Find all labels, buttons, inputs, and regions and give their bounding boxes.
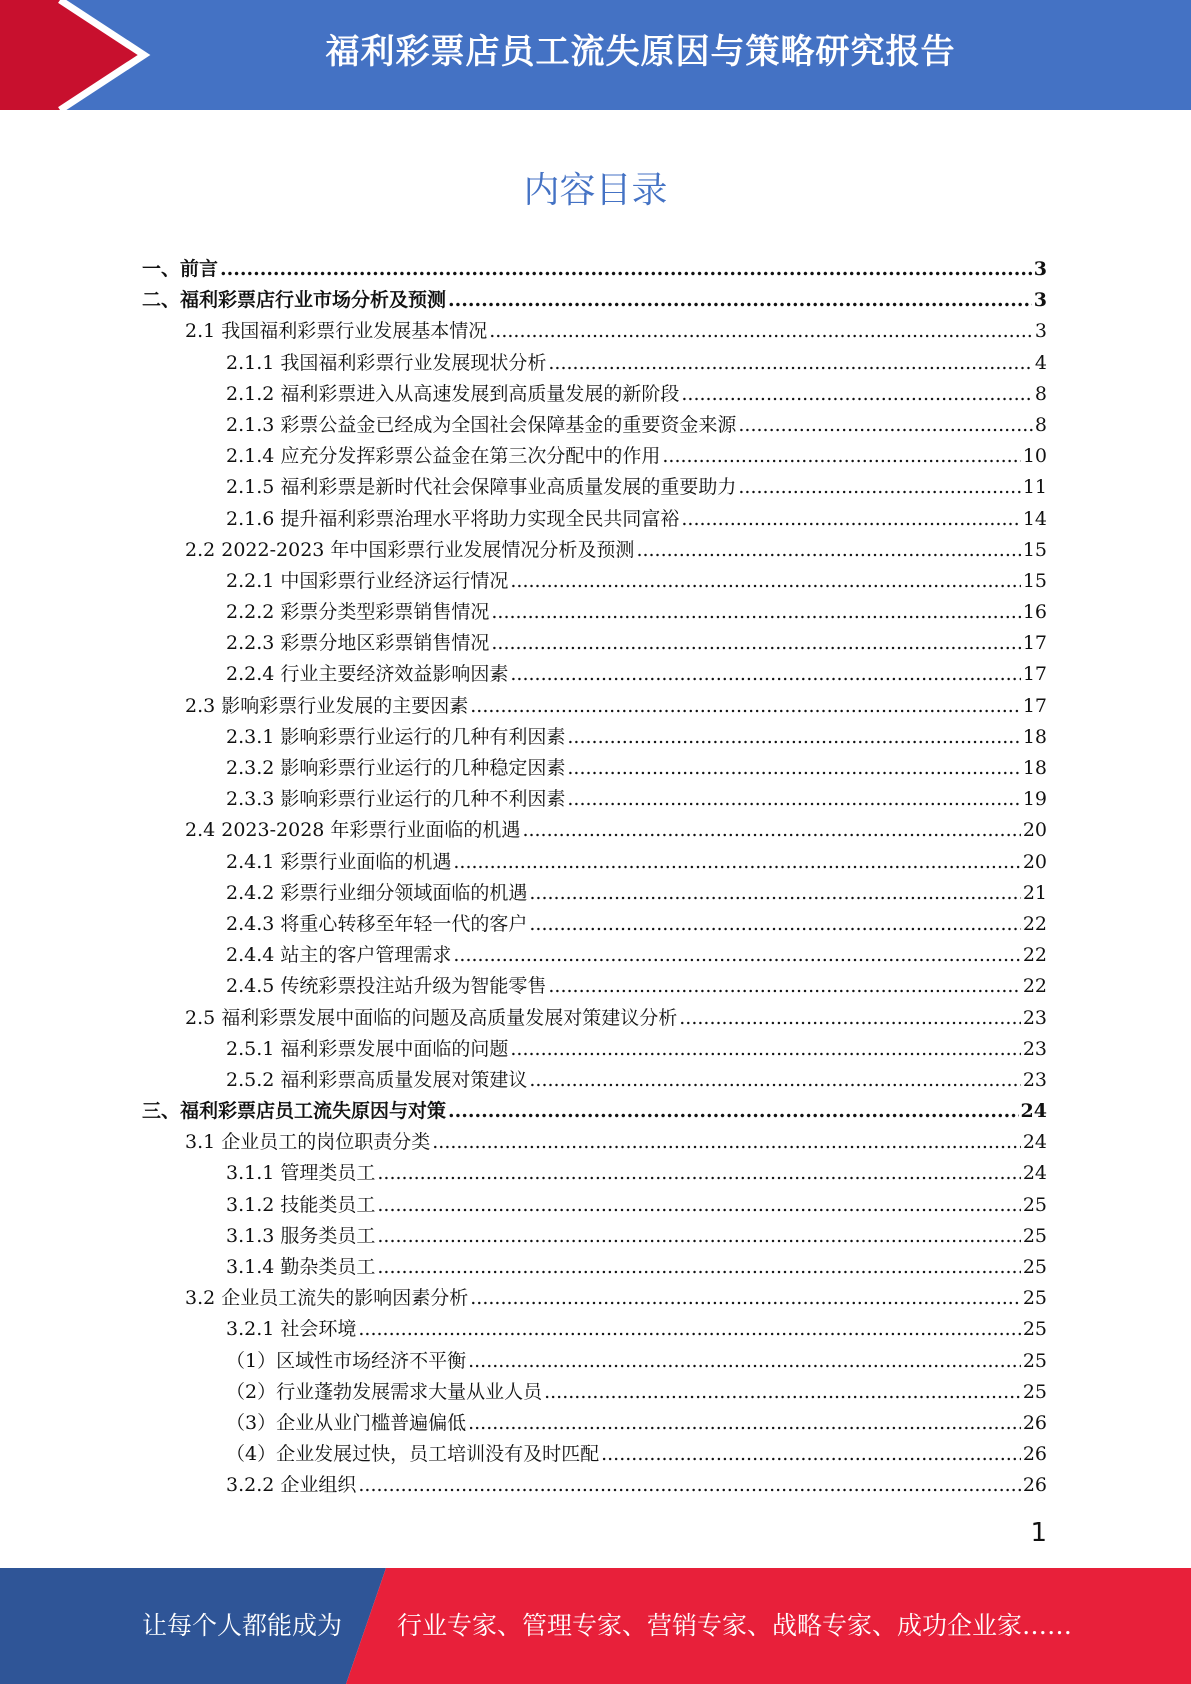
toc-entry-page: 22 — [1022, 975, 1047, 998]
toc-entry[interactable] — [142, 940, 1047, 971]
toc-entry-page: 20 — [1022, 819, 1047, 842]
toc-entry-title: 2.3.3 影响彩票行业运行的几种不利因素 — [226, 788, 566, 811]
toc-dot-leader — [470, 691, 1021, 722]
toc-entry-page: 14 — [1022, 507, 1047, 530]
toc-dot-leader — [377, 1252, 1020, 1283]
toc-entry[interactable] — [142, 628, 1047, 659]
toc-entry[interactable] — [142, 504, 1047, 535]
toc-entry-title: 2.5.1 福利彩票发展中面临的问题 — [226, 1037, 509, 1060]
toc-entry-page: 25 — [1022, 1256, 1047, 1278]
toc-entry-title: 2.4.1 彩票行业面临的机遇 — [226, 850, 452, 873]
toc-entry-title: 3.2 企业员工流失的影响因素分析 — [185, 1287, 469, 1310]
toc-dot-leader — [529, 1065, 1020, 1096]
footer-band — [0, 1568, 1191, 1684]
toc-entry[interactable] — [142, 847, 1047, 878]
toc-entry[interactable] — [142, 1221, 1047, 1252]
toc-entry[interactable] — [142, 753, 1047, 784]
toc-dot-leader — [681, 379, 1033, 410]
toc-entry-page: 26 — [1022, 1411, 1047, 1434]
toc-entry-page: 26 — [1022, 1474, 1047, 1497]
toc-entry-title: 三、福利彩票店员工流失原因与对策 — [142, 1100, 447, 1123]
toc-entry-title: （2）行业蓬勃发展需求大量从业人员 — [226, 1380, 543, 1403]
toc-entry-title: 2.4.4 站主的客户管理需求 — [226, 944, 452, 967]
toc-entry[interactable] — [142, 722, 1047, 753]
toc-entry[interactable] — [142, 878, 1047, 909]
toc-entry-page: 23 — [1022, 1006, 1047, 1029]
toc-entry[interactable] — [142, 1127, 1047, 1158]
toc-heading: 内容目录 — [523, 170, 668, 211]
toc-entry-page: 15 — [1022, 569, 1047, 592]
toc-entry-page: 3 — [1033, 289, 1047, 312]
toc-entry-page: 19 — [1022, 788, 1047, 811]
toc-entry[interactable] — [142, 815, 1047, 846]
toc-entry-page: 3 — [1033, 258, 1047, 280]
toc-entry-title: 3.1 企业员工的岗位职责分类 — [185, 1131, 431, 1154]
toc-entry[interactable] — [142, 784, 1047, 815]
toc-entry-title: 3.2.1 社会环境 — [226, 1318, 357, 1341]
toc-entry[interactable] — [142, 971, 1047, 1002]
toc-dot-leader — [377, 1190, 1020, 1221]
toc-entry-title: （3）企业从业门槛普遍偏低 — [226, 1411, 467, 1434]
toc-dot-leader — [567, 722, 1020, 753]
toc-entry-title: （4）企业发展过快，员工培训没有及时匹配 — [226, 1443, 600, 1466]
toc-dot-leader — [491, 628, 1020, 659]
toc-entry-page: 4 — [1034, 351, 1047, 374]
toc-dot-leader — [529, 878, 1020, 909]
table-of-contents — [142, 254, 1047, 1502]
toc-dot-leader — [489, 316, 1033, 347]
toc-entry-title: 2.1.3 彩票公益金已经成为全国社会保障基金的重要资金来源 — [226, 413, 737, 436]
toc-dot-leader — [738, 410, 1033, 441]
toc-dot-leader — [358, 1314, 1020, 1345]
toc-entry-title: 二、福利彩票店行业市场分析及预测 — [142, 289, 447, 312]
toc-entry[interactable] — [142, 441, 1047, 472]
toc-entry[interactable] — [142, 410, 1047, 441]
toc-entry[interactable] — [142, 1314, 1047, 1345]
toc-entry[interactable] — [142, 909, 1047, 940]
toc-entry-title: 3.1.1 管理类员工 — [226, 1162, 376, 1185]
toc-dot-leader — [510, 1034, 1020, 1065]
toc-entry-page: 24 — [1022, 1131, 1047, 1154]
toc-entry-title: 2.1.2 福利彩票进入从高速发展到高质量发展的新阶段 — [226, 382, 680, 405]
toc-dot-leader — [662, 441, 1020, 472]
toc-dot-leader — [377, 1221, 1020, 1252]
toc-entry-page: 11 — [1022, 476, 1047, 499]
toc-entry-title: 2.5.2 福利彩票高质量发展对策建议 — [226, 1068, 528, 1091]
toc-entry-page: 17 — [1022, 694, 1047, 717]
toc-entry[interactable] — [142, 1377, 1047, 1408]
toc-entry[interactable] — [142, 1252, 1047, 1283]
toc-entry-title: 2.4.3 将重心转移至年轻一代的客户 — [226, 912, 528, 935]
toc-entry-title: 2.3.2 影响彩票行业运行的几种稳定因素 — [226, 757, 566, 779]
toc-entry-page: 20 — [1022, 850, 1047, 873]
toc-entry-title: 2.1.5 福利彩票是新时代社会保障事业高质量发展的重要助力 — [226, 476, 737, 499]
toc-entry-page: 25 — [1022, 1193, 1047, 1216]
toc-entry[interactable] — [142, 379, 1047, 410]
toc-entry-title: 2.4.2 彩票行业细分领域面临的机遇 — [226, 881, 528, 904]
toc-dot-leader — [432, 1127, 1021, 1158]
toc-entry-page: 25 — [1022, 1380, 1047, 1403]
toc-entry-title: 2.4.5 传统彩票投注站升级为智能零售 — [226, 975, 547, 998]
toc-dot-leader — [220, 254, 1032, 285]
toc-entry[interactable] — [142, 597, 1047, 628]
toc-dot-leader — [529, 909, 1020, 940]
footer-slogan-left: 让每个人都能成为 — [142, 1611, 343, 1640]
toc-dot-leader — [470, 1283, 1021, 1314]
toc-entry-title: 2.1.1 我国福利彩票行业发展现状分析 — [226, 351, 547, 374]
toc-dot-leader — [468, 1346, 1021, 1377]
toc-entry-page: 26 — [1022, 1443, 1047, 1466]
toc-entry[interactable] — [142, 1158, 1047, 1189]
toc-entry-page: 24 — [1022, 1162, 1047, 1185]
toc-entry-page: 17 — [1022, 632, 1047, 655]
toc-entry[interactable] — [142, 1283, 1047, 1314]
toc-dot-leader — [510, 659, 1020, 690]
toc-entry-title: 2.1 我国福利彩票行业发展基本情况 — [185, 320, 488, 343]
page-number: 1 — [1030, 1518, 1047, 1548]
toc-entry-page: 25 — [1022, 1318, 1047, 1341]
toc-entry-title: 2.2.1 中国彩票行业经济运行情况 — [226, 569, 509, 592]
toc-entry-title: 2.3 影响彩票行业发展的主要因素 — [185, 694, 469, 717]
toc-dot-leader — [548, 971, 1020, 1002]
toc-dot-leader — [522, 815, 1020, 846]
toc-dot-leader — [453, 847, 1020, 878]
toc-entry[interactable] — [142, 566, 1047, 597]
toc-entry-page: 15 — [1022, 538, 1047, 561]
toc-entry-page: 25 — [1022, 1349, 1047, 1372]
toc-entry[interactable] — [142, 1003, 1047, 1034]
toc-entry-title: 2.2.3 彩票分地区彩票销售情况 — [226, 632, 490, 655]
toc-entry-title: （1）区域性市场经济不平衡 — [226, 1349, 467, 1372]
toc-entry-title: 2.2.2 彩票分类型彩票销售情况 — [226, 601, 490, 624]
toc-entry[interactable] — [142, 1439, 1047, 1470]
toc-dot-leader — [453, 940, 1020, 971]
toc-entry[interactable] — [142, 285, 1047, 316]
toc-entry[interactable] — [142, 691, 1047, 722]
toc-entry-page: 23 — [1022, 1037, 1047, 1060]
toc-entry-title: 3.2.2 企业组织 — [226, 1474, 357, 1497]
toc-entry-page: 16 — [1022, 601, 1047, 624]
toc-dot-leader — [358, 1470, 1020, 1501]
toc-entry-title: 2.1.4 应充分发挥彩票公益金在第三次分配中的作用 — [226, 445, 661, 468]
toc-dot-leader — [601, 1439, 1021, 1470]
toc-entry[interactable] — [142, 1346, 1047, 1377]
toc-entry-page: 18 — [1022, 725, 1047, 748]
toc-dot-leader — [544, 1377, 1021, 1408]
toc-entry[interactable] — [142, 1190, 1047, 1221]
footer-slogan-right: 行业专家、管理专家、营销专家、战略专家、成功企业家…… — [397, 1611, 1073, 1640]
toc-dot-leader — [510, 566, 1020, 597]
toc-entry[interactable] — [142, 1470, 1047, 1501]
toc-entry-page: 8 — [1034, 413, 1047, 436]
toc-entry-page: 21 — [1022, 881, 1047, 904]
toc-dot-leader — [377, 1158, 1020, 1189]
toc-entry[interactable] — [142, 1034, 1047, 1065]
toc-entry[interactable] — [142, 254, 1047, 285]
toc-dot-leader — [567, 784, 1020, 815]
toc-entry[interactable] — [142, 316, 1047, 347]
toc-dot-leader — [567, 753, 1020, 784]
toc-entry-title: 2.2.4 行业主要经济效益影响因素 — [226, 663, 509, 686]
toc-entry-page: 25 — [1022, 1287, 1047, 1310]
toc-entry-title: 2.1.6 提升福利彩票治理水平将助力实现全民共同富裕 — [226, 507, 680, 530]
toc-entry-title: 2.2 2022-2023 年中国彩票行业发展情况分析及预测 — [185, 538, 635, 561]
toc-entry-page: 25 — [1022, 1224, 1047, 1247]
toc-entry[interactable] — [142, 348, 1047, 379]
toc-entry-page: 22 — [1022, 912, 1047, 935]
toc-entry[interactable] — [142, 472, 1047, 503]
toc-dot-leader — [681, 504, 1020, 535]
toc-entry[interactable] — [142, 535, 1047, 566]
toc-dot-leader — [468, 1408, 1021, 1439]
toc-entry-title: 3.1.2 技能类员工 — [226, 1193, 376, 1216]
toc-entry[interactable] — [142, 1408, 1047, 1439]
toc-entry[interactable] — [142, 1065, 1047, 1096]
toc-entry-title: 3.1.4 勤杂类员工 — [226, 1256, 376, 1278]
toc-entry-page: 8 — [1034, 382, 1047, 405]
toc-dot-leader — [636, 535, 1020, 566]
toc-entry[interactable] — [142, 659, 1047, 690]
report-title: 福利彩票店员工流失原因与策略研究报告 — [325, 32, 956, 72]
header-band — [0, 0, 1191, 110]
toc-dot-leader — [548, 348, 1033, 379]
toc-entry-page: 23 — [1022, 1068, 1047, 1091]
toc-entry-page: 22 — [1022, 944, 1047, 967]
toc-entry-page: 24 — [1020, 1100, 1047, 1123]
toc-dot-leader — [448, 285, 1032, 316]
toc-entry-title: 2.5 福利彩票发展中面临的问题及高质量发展对策建议分析 — [185, 1006, 678, 1029]
toc-entry-title: 2.4 2023-2028 年彩票行业面临的机遇 — [185, 819, 521, 842]
toc-dot-leader — [679, 1003, 1021, 1034]
toc-entry-page: 18 — [1022, 757, 1047, 779]
toc-entry-title: 3.1.3 服务类员工 — [226, 1224, 376, 1247]
toc-entry-page: 3 — [1034, 320, 1047, 343]
toc-dot-leader — [491, 597, 1020, 628]
toc-entry-title: 2.3.1 影响彩票行业运行的几种有利因素 — [226, 725, 566, 748]
toc-entry-page: 10 — [1022, 445, 1047, 468]
toc-dot-leader — [448, 1096, 1019, 1127]
toc-entry-title: 一、前言 — [142, 258, 219, 280]
toc-entry[interactable] — [142, 1096, 1047, 1127]
toc-dot-leader — [738, 472, 1020, 503]
toc-entry-page: 17 — [1022, 663, 1047, 686]
